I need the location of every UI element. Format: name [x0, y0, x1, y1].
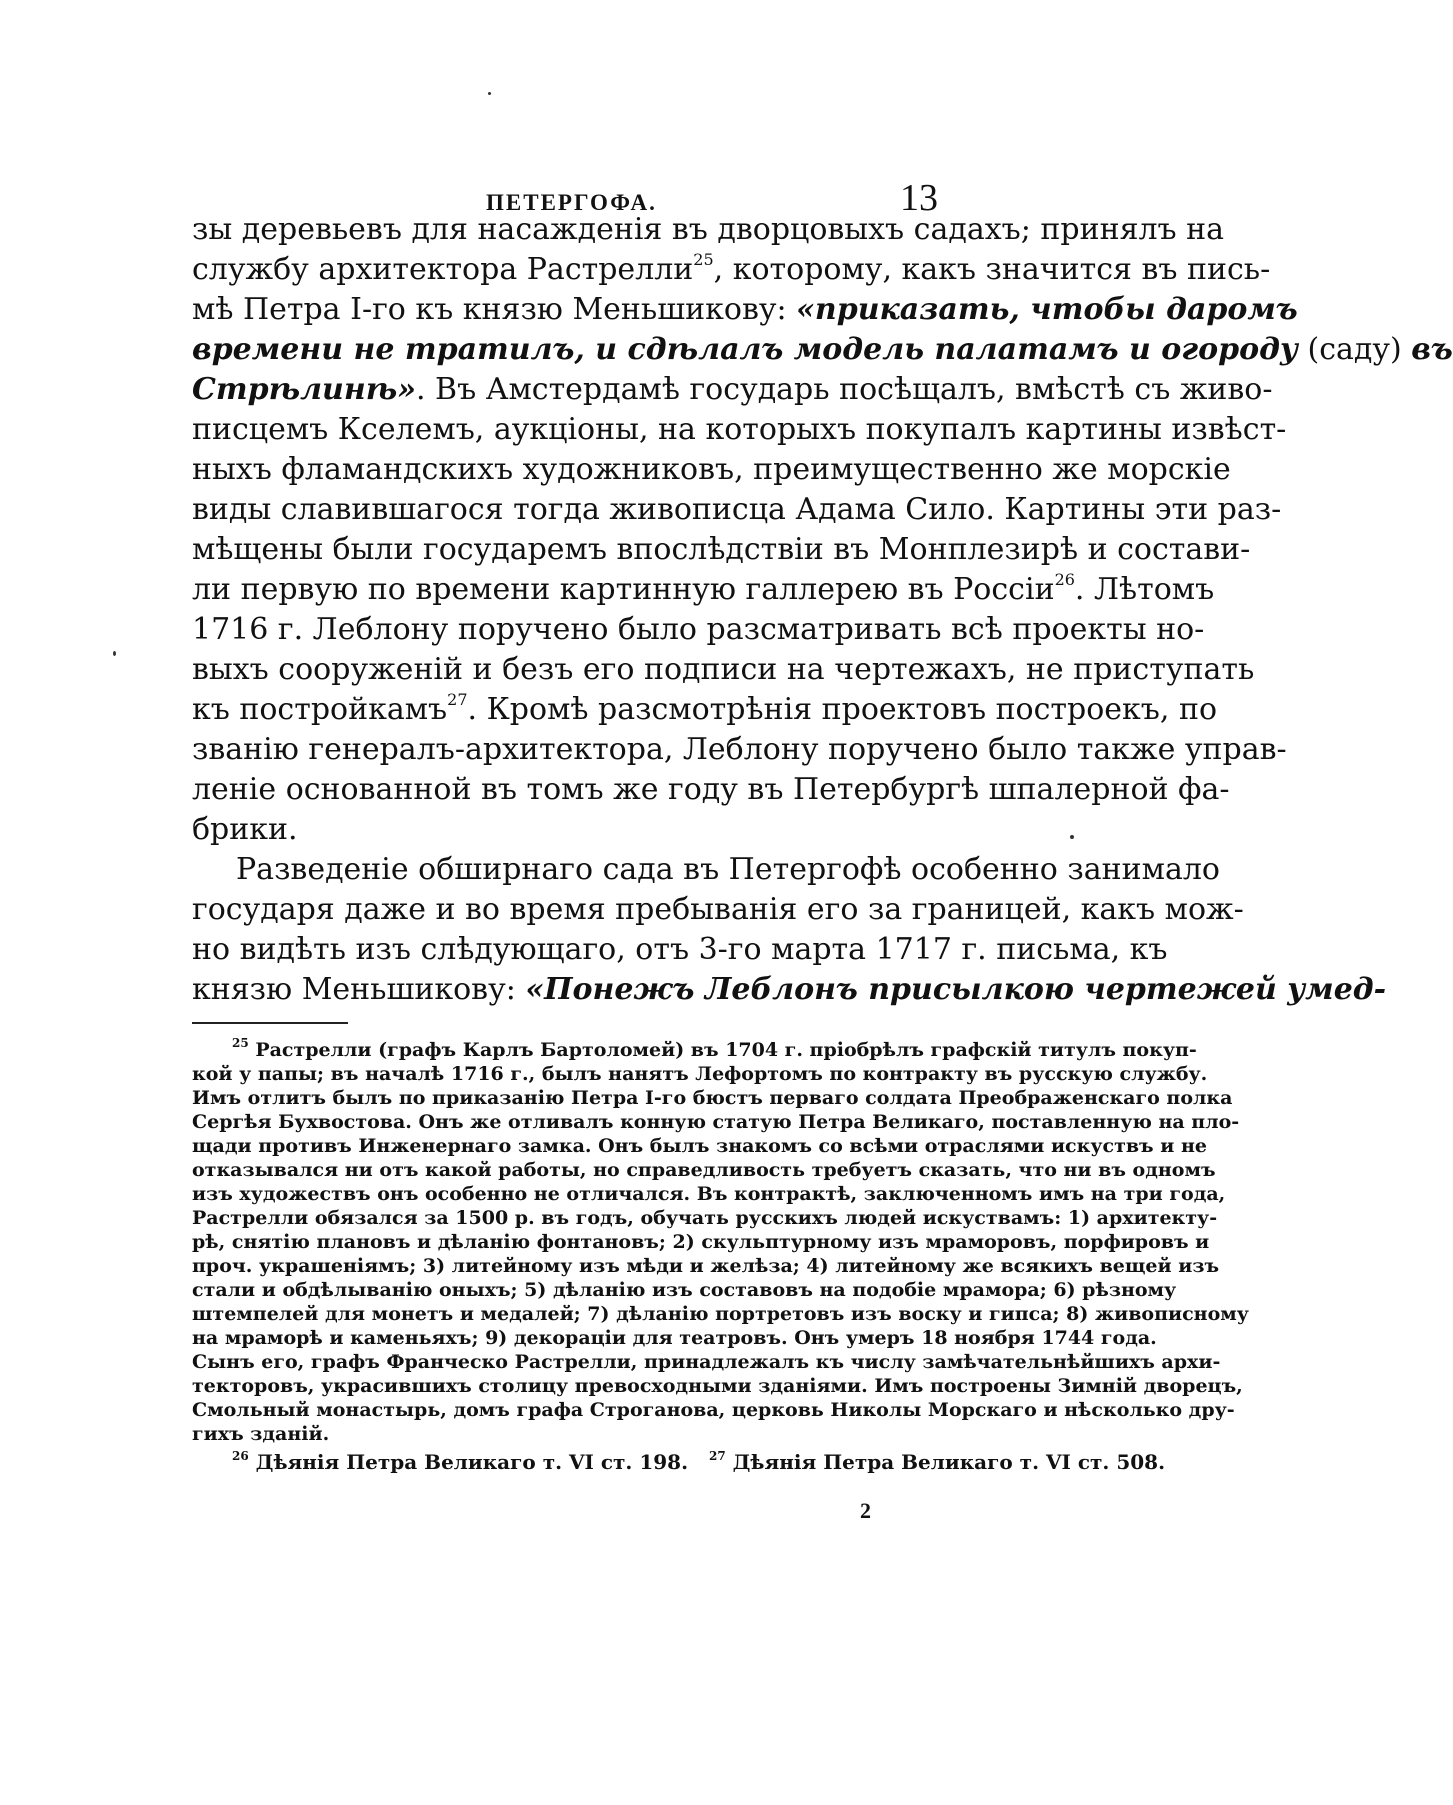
text-line: 1716 г. Леблону поручено было разсматривать всѣ проекты но-: [192, 612, 1205, 647]
header-title: ПЕТЕРГОФА.: [486, 190, 657, 215]
text-line: мѣщены были государемъ впослѣдствіи въ Монплезирѣ и состави-: [192, 532, 1251, 567]
text-line: Стрѣлинѣ». Въ Амстердамѣ государь посѣщалъ, вмѣстѣ съ живо-: [192, 372, 1273, 407]
footnote-line: Сынъ его, графъ Франческо Растрелли, принадлежалъ къ числу замѣчательнѣйшихъ архи-: [192, 1351, 1221, 1373]
footnote-number: 25: [232, 1036, 249, 1050]
printer-signature-mark: 2: [860, 1498, 871, 1523]
text-line: зы деревьевъ для насажденія въ дворцовыхъ садахъ; принялъ на: [192, 212, 1225, 247]
text-line: ли первую по времени картинную галлерею въ Россіи$^{26}$. Лѣтомъ: [192, 570, 1215, 607]
page-number: 13: [900, 177, 938, 219]
footnote-line: Смольный монастырь, домъ графа Строганова, церковь Николы Морскаго и нѣсколько дру-: [192, 1399, 1235, 1421]
text-line: ныхъ фламандскихъ художниковъ, преимущественно же морскіе: [192, 452, 1231, 487]
footnote-line: изъ художествъ онъ особенно не отличался. Въ контрактѣ, заключенномъ имъ на три года,: [192, 1183, 1226, 1205]
footnote-number: 26: [232, 1449, 249, 1463]
footnote-line: отказывался ни отъ какой работы, но справедливость требуетъ сказать, что ни въ одномъ: [192, 1159, 1216, 1181]
text-line: мѣ Петра I-го къ князю Меньшикову: «приказать, чтобы даромъ: [192, 292, 1298, 327]
text-line: леніе основанной въ томъ же году въ Петербургѣ шпалерной фа-: [192, 772, 1230, 807]
text-line: Разведеніе обширнаго сада въ Петергофѣ особенно занимало: [236, 852, 1220, 887]
footnote-line: кой у папы; въ началѣ 1716 г., былъ нанятъ Лефортомъ по контракту въ русскую службу.: [192, 1063, 1208, 1085]
text-line: званію генералъ-архитектора, Леблону поручено было также управ-: [192, 732, 1287, 767]
text-line: службу архитектора Растрелли$^{25}$, которому, какъ значится въ пись-: [192, 250, 1271, 287]
footnote-ref: 25: [693, 250, 714, 269]
footnote-ref: 27: [447, 690, 468, 709]
footnote-line: рѣ, снятію плановъ и дѣланію фонтановъ; 2) скульптурному изъ мраморовъ, порфировъ и: [192, 1231, 1210, 1253]
text-line: князю Меньшикову: «Понежъ Леблонъ присылкою чертежей умед-: [192, 972, 1387, 1007]
footnote-line: Растрелли обязался за 1500 р. въ годъ, обучать русскихъ людей искуствамъ: 1) архитекту-: [192, 1207, 1218, 1229]
text-line: къ постройкамъ$^{27}$. Кромѣ разсмотрѣнія проектовъ построекъ, по: [192, 690, 1218, 727]
footnote-line: стали и обдѣлыванію оныхъ; 5) дѣланію изъ составовъ на подобіе мрамора; 6) рѣзному: [192, 1279, 1177, 1301]
footnote-line: $^{25}$ Растрелли (графъ Карлъ Бартоломей) въ 1704 г. пріобрѣлъ графскій титулъ покуп-: [232, 1036, 1197, 1061]
footnote-line: щади противъ Инженернаго замка. Онъ былъ знакомъ со всѣми отраслями искуствъ и не: [192, 1135, 1207, 1157]
speck-mark: [113, 651, 116, 656]
footnote-line: проч. украшеніямъ; 3) литейному изъ мѣди и желѣза; 4) литейному же всякихъ вещей изъ: [192, 1255, 1220, 1277]
footnote-line: текторовъ, украсившихъ столицу превосходными зданіями. Имъ построены Зимній дворецъ,: [192, 1375, 1243, 1397]
footnote-line: на мраморѣ и каменьяхъ; 9) декораціи для театровъ. Онъ умеръ 18 ноября 1744 года.: [192, 1327, 1157, 1349]
footnote-27-text: Дѣянія Петра Великаго т. VI ст. 508.: [732, 1450, 1166, 1474]
footnote-line: штемпелей для монетъ и медалей; 7) дѣланію портретовъ изъ воску и гипса; 8) живописному: [192, 1303, 1249, 1325]
text-line: времени не тратилъ, и сдѣлалъ модель палатамъ и огороду (саду) въ: [192, 332, 1453, 367]
footnote-divider: [192, 1022, 348, 1024]
speck-mark: [488, 92, 491, 95]
footnote-line: Имъ отлитъ былъ по приказанію Петра I-го бюстъ перваго солдата Преображенскаго полка: [192, 1087, 1233, 1109]
text-line: государя даже и во время пребыванія его за границей, какъ мож-: [192, 892, 1244, 927]
text-line: брики.: [192, 812, 298, 847]
text-line: виды славившагося тогда живописца Адама Сило. Картины эти раз-: [192, 492, 1282, 527]
text-line: писцемъ Кселемъ, аукціоны, на которыхъ покупалъ картины извѣст-: [192, 412, 1287, 447]
footnote-26-text: Дѣянія Петра Великаго т. VI ст. 198.: [255, 1450, 689, 1474]
footnote-line: [232, 1449, 1166, 1474]
footnote-ref: 26: [1054, 570, 1075, 589]
speck-mark: [1070, 835, 1074, 839]
footnote-line: Сергѣя Бухвостова. Онъ же отливалъ конную статую Петра Великаго, поставленную на пло-: [192, 1111, 1240, 1133]
text-line: выхъ сооруженій и безъ его подписи на чертежахъ, не приступать: [192, 652, 1255, 687]
footnote-number: 27: [708, 1449, 726, 1463]
text-line: но видѣть изъ слѣдующаго, отъ 3-го марта 1717 г. письма, къ: [192, 932, 1168, 967]
footnote-line: гихъ зданій.: [192, 1423, 330, 1445]
